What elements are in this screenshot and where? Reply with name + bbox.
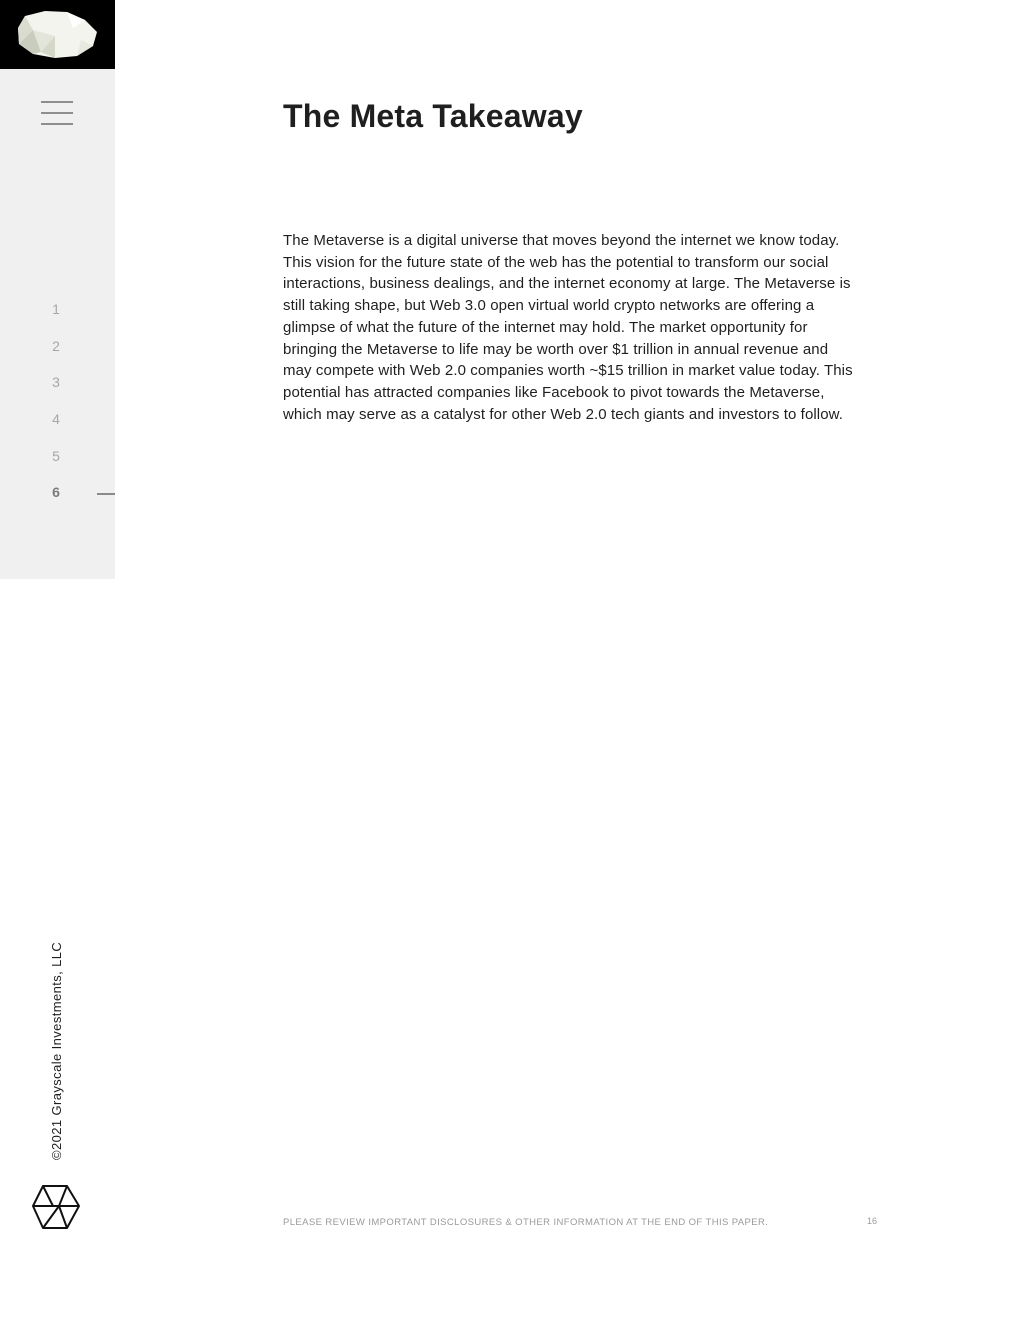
- section-nav-item-2[interactable]: [0, 336, 115, 373]
- section-nav-item-4[interactable]: [0, 409, 115, 446]
- active-indicator: [97, 493, 115, 495]
- footer-disclaimer: PLEASE REVIEW IMPORTANT DISCLOSURES & OTHER INFORMATION AT THE END OF THIS PAPER.: [283, 1217, 769, 1228]
- section-number: 4: [52, 411, 60, 428]
- section-nav-item-6[interactable]: [0, 482, 115, 519]
- body-paragraph: The Metaverse is a digital universe that moves beyond the internet we know today. This vision for the future state of the web has the potential to transform our social interactions, business dealings, and the internet economy at large. The Metaverse is still taking shape, but Web 3.0 open virtual world crypto networks are offering a glimpse of what the future of the internet may hold. The market opportunity for bringing the Metaverse to life may be worth over $1 trillion in annual revenue and may compete with Web 2.0 companies worth ~$15 trillion in market value today. This potential has attracted companies like Facebook to pivot towards the Metaverse, which may serve as a catalyst for other Web 2.0 tech giants and investors to follow.: [283, 232, 853, 423]
- section-nav-item-5[interactable]: [0, 446, 115, 483]
- copyright-text: ©2021 Grayscale Investments, LLC: [49, 941, 64, 1160]
- section-number: 3: [52, 374, 60, 391]
- cover-logo[interactable]: [0, 0, 115, 69]
- sidebar: [0, 69, 115, 579]
- hamburger-menu-icon[interactable]: [41, 101, 73, 127]
- section-nav-item-1[interactable]: [0, 299, 115, 336]
- page-number: 16: [867, 1216, 878, 1226]
- grayscale-logo-icon: [31, 1184, 81, 1230]
- section-number: 6: [52, 484, 60, 501]
- page-title: The Meta Takeaway: [283, 98, 583, 134]
- section-nav-item-3[interactable]: [0, 372, 115, 409]
- section-number: 5: [52, 447, 60, 464]
- section-number: 2: [52, 337, 60, 354]
- section-number: 1: [52, 301, 60, 317]
- rock-logo-icon: [15, 8, 99, 60]
- section-nav: [0, 299, 115, 519]
